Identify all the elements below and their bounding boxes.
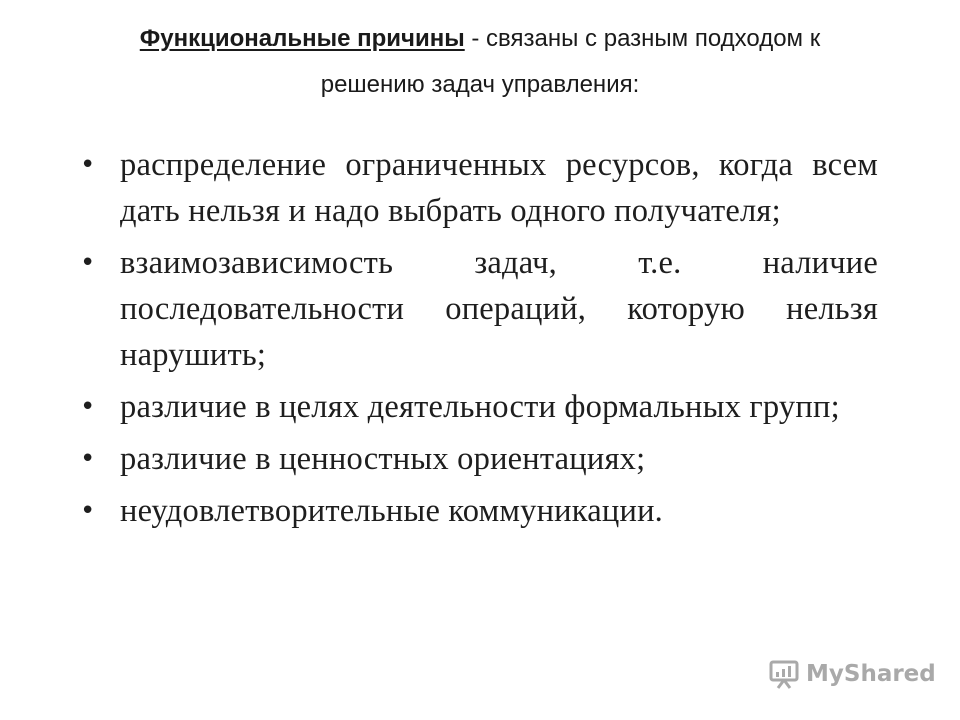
title-rest: - связаны с разным подходом к: [464, 25, 821, 52]
bullet-text: различие в целях деятельности формальных групп;: [120, 389, 840, 425]
slide-title-line2: решению задач управления:: [320, 71, 640, 98]
bullet-dot-icon: •: [80, 248, 96, 278]
bullet-dot-icon: •: [80, 150, 96, 180]
bullet-item: [80, 240, 878, 378]
bullet-item: [80, 142, 878, 234]
bullet-text: распределение ограниченных ресурсов, когда всем дать нельзя и надо выбрать одного получателя;: [120, 147, 878, 229]
slide-title: [0, 24, 960, 54]
presentation-board-icon: [768, 658, 800, 690]
bullet-dot-icon: •: [80, 444, 96, 474]
bullet-dot-icon: •: [80, 496, 96, 526]
watermark-text: MyShared: [806, 661, 936, 687]
bullet-item: [80, 384, 878, 430]
bullet-item: [80, 488, 878, 534]
bullet-dot-icon: •: [80, 392, 96, 422]
bullet-text: взаимозависимость задач, т.е. наличие последовательности операций, которую нельзя нарушить;: [120, 245, 878, 373]
bullet-text: неудовлетворительные коммуникации.: [120, 493, 663, 529]
bullet-text: различие в ценностных ориентациях;: [120, 441, 646, 477]
bullet-item: [80, 436, 878, 482]
watermark: [768, 656, 936, 692]
title-emphasis: Функциональные причины: [139, 25, 465, 52]
bullet-list: [80, 142, 878, 534]
